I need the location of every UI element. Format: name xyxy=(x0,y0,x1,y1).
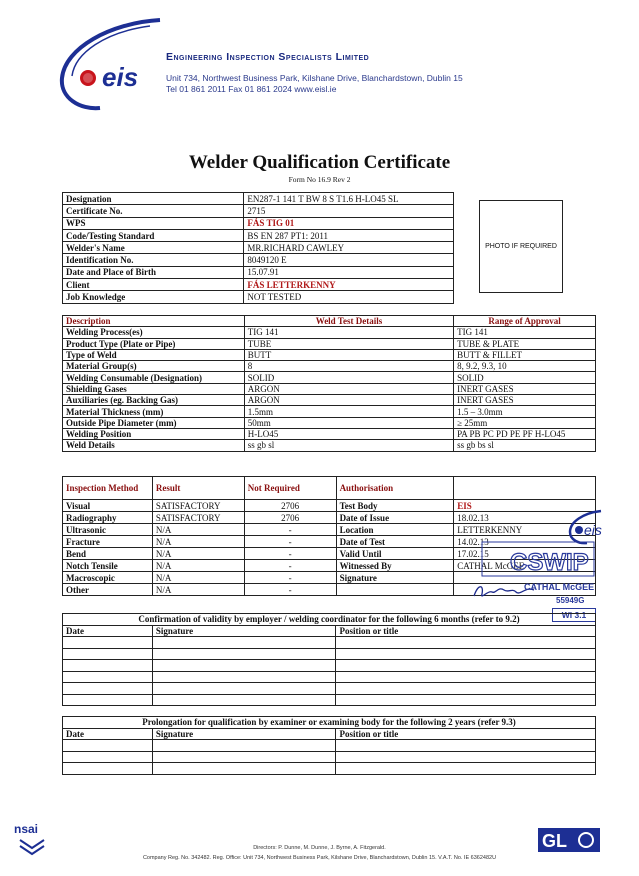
weld-test-value: BUTT xyxy=(244,349,453,360)
inspection-result: SATISFACTORY xyxy=(152,512,244,524)
weld-test-value: ARGON xyxy=(244,395,453,406)
authorisation-label: Valid Until xyxy=(336,548,454,560)
prolongation-signature-cell[interactable] xyxy=(152,763,336,775)
range-of-approval-value: INERT GASES xyxy=(454,383,596,394)
confirmation-col-position: Position or title xyxy=(336,625,596,637)
confirmation-date-cell[interactable] xyxy=(63,683,153,695)
range-of-approval-value: TIG 141 xyxy=(454,327,596,338)
weld-test-value: 50mm xyxy=(244,417,453,428)
description: Weld Details xyxy=(63,440,245,451)
range-of-approval-value: TUBE & PLATE xyxy=(454,338,596,349)
detail-row xyxy=(63,279,454,291)
range-of-approval-value: BUTT & FILLET xyxy=(454,349,596,360)
inspection-not-required: - xyxy=(244,536,336,548)
description: Outside Pipe Diameter (mm) xyxy=(63,417,245,428)
description: Auxiliaries (eg. Backing Gas) xyxy=(63,395,245,406)
confirmation-position-cell[interactable] xyxy=(336,694,596,706)
test-row xyxy=(63,349,596,360)
detail-label: WPS xyxy=(63,217,244,229)
range-of-approval-value: 8, 9.2, 9.3, 10 xyxy=(454,361,596,372)
confirmation-col-signature: Signature xyxy=(152,625,336,637)
detail-row xyxy=(63,266,454,278)
description: Product Type (Plate or Pipe) xyxy=(63,338,245,349)
description: Welding Position xyxy=(63,428,245,439)
range-of-approval-value: ss gb bs sl xyxy=(454,440,596,451)
weld-test-value: H-LO45 xyxy=(244,428,453,439)
authorisation-value: LETTERKENNY xyxy=(454,524,596,536)
authorisation-value: 18.02.13 xyxy=(454,512,596,524)
authorisation-label xyxy=(336,584,454,596)
authorisation-label: Witnessed By xyxy=(336,560,454,572)
inspection-method: Bend xyxy=(63,548,153,560)
inspection-not-required: 2706 xyxy=(244,512,336,524)
prolongation-position-cell[interactable] xyxy=(336,763,596,775)
range-of-approval-value: PA PB PC PD PE PF H-LO45 xyxy=(454,428,596,439)
authorisation-spacer xyxy=(454,477,596,500)
inspection-result: SATISFACTORY xyxy=(152,500,244,512)
inspection-row xyxy=(63,524,596,536)
detail-row xyxy=(63,229,454,241)
detail-label: Date and Place of Birth xyxy=(63,266,244,278)
authorisation-value: 17.02.15 xyxy=(454,548,596,560)
confirmation-blank-row xyxy=(63,660,596,672)
inspection-method: Radiography xyxy=(63,512,153,524)
detail-value: 2715 xyxy=(244,205,454,217)
confirmation-blank-row xyxy=(63,648,596,660)
confirmation-table xyxy=(62,613,596,706)
inspection-method: Visual xyxy=(63,500,153,512)
inspection-not-required: - xyxy=(244,572,336,584)
test-row xyxy=(63,361,596,372)
prolongation-signature-cell[interactable] xyxy=(152,740,336,752)
authorisation-label: Date of Test xyxy=(336,536,454,548)
prolongation-date-cell[interactable] xyxy=(63,751,153,763)
inspection-not-required: - xyxy=(244,548,336,560)
welder-details-table xyxy=(62,192,454,304)
photo-placeholder: PHOTO IF REQUIRED xyxy=(479,200,563,293)
confirmation-position-cell[interactable] xyxy=(336,660,596,672)
detail-value: MR.RICHARD CAWLEY xyxy=(244,242,454,254)
detail-value: NOT TESTED xyxy=(244,291,454,303)
inspection-result: N/A xyxy=(152,584,244,596)
confirmation-signature-cell[interactable] xyxy=(152,671,336,683)
detail-value: BS EN 287 PT1: 2011 xyxy=(244,229,454,241)
inspection-method: Other xyxy=(63,584,153,596)
confirmation-date-cell[interactable] xyxy=(63,694,153,706)
confirmation-date-cell[interactable] xyxy=(63,648,153,660)
svg-text:eis: eis xyxy=(584,522,602,538)
confirmation-date-cell[interactable] xyxy=(63,637,153,649)
detail-row xyxy=(63,217,454,229)
company-contact: Tel 01 861 2011 Fax 01 861 2024 www.eisl.ie xyxy=(166,84,337,94)
test-row xyxy=(63,417,596,428)
stamp-inspector-name: CATHAL McGEE xyxy=(524,582,595,592)
weld-test-value: 1.5mm xyxy=(244,406,453,417)
confirmation-caption: Confirmation of validity by employer / welding coordinator for the following 6 months (refer to 9.2) xyxy=(63,614,596,626)
range-of-approval-value: ≥ 25mm xyxy=(454,417,596,428)
col-header-result: Result xyxy=(152,477,244,500)
detail-row xyxy=(63,193,454,205)
cswip-text: CSWIP xyxy=(510,549,589,576)
glo-text: GL xyxy=(542,831,567,851)
inspection-result: N/A xyxy=(152,548,244,560)
test-row xyxy=(63,395,596,406)
test-row xyxy=(63,338,596,349)
detail-label: Job Knowledge xyxy=(63,291,244,303)
test-row xyxy=(63,428,596,439)
confirmation-col-date: Date xyxy=(63,625,153,637)
prolongation-blank-row xyxy=(63,751,596,763)
inspection-method: Macroscopic xyxy=(63,572,153,584)
authorisation-value: EIS xyxy=(454,500,596,512)
authorisation-value: 14.02.13 xyxy=(454,536,596,548)
detail-row xyxy=(63,205,454,217)
inspection-row xyxy=(63,500,596,512)
test-row xyxy=(63,327,596,338)
authorisation-label: Location xyxy=(336,524,454,536)
inspection-result: N/A xyxy=(152,572,244,584)
logo-text: eis xyxy=(102,62,139,92)
detail-row xyxy=(63,254,454,266)
detail-label: Designation xyxy=(63,193,244,205)
inspection-not-required: - xyxy=(244,560,336,572)
inspection-result: N/A xyxy=(152,536,244,548)
prolongation-col-position: Position or title xyxy=(336,728,596,740)
glo-logo xyxy=(538,828,600,856)
certificate-title: Welder Qualification Certificate xyxy=(188,152,451,173)
test-row xyxy=(63,383,596,394)
weld-test-table xyxy=(62,315,596,452)
confirmation-date-cell[interactable] xyxy=(63,660,153,672)
confirmation-position-cell[interactable] xyxy=(336,637,596,649)
cswip-stamp xyxy=(480,540,600,580)
col-header-authorisation: Authorisation xyxy=(336,477,454,500)
inspection-not-required: - xyxy=(244,584,336,596)
inspection-not-required: - xyxy=(244,524,336,536)
col-header-range-of-approval: Range of Approval xyxy=(454,316,596,327)
detail-row xyxy=(63,242,454,254)
weld-test-value: 8 xyxy=(244,361,453,372)
confirmation-blank-row xyxy=(63,671,596,683)
confirmation-position-cell[interactable] xyxy=(336,648,596,660)
col-header-inspection-method: Inspection Method xyxy=(63,477,153,500)
detail-label: Certificate No. xyxy=(63,205,244,217)
detail-value: 15.07.91 xyxy=(244,266,454,278)
detail-value: FÁS LETTERKENNY xyxy=(244,279,454,291)
detail-value: FÁS TIG 01 xyxy=(244,217,454,229)
authorisation-value: CATHAL McGEE xyxy=(454,560,596,572)
inspection-result: N/A xyxy=(152,524,244,536)
weld-test-value: ARGON xyxy=(244,383,453,394)
weld-test-value: SOLID xyxy=(244,372,453,383)
detail-label: Client xyxy=(63,279,244,291)
col-header-description: Description xyxy=(63,316,245,327)
confirmation-blank-row xyxy=(63,694,596,706)
eis-logo xyxy=(40,18,165,113)
prolongation-table xyxy=(62,716,596,775)
detail-label: Code/Testing Standard xyxy=(63,229,244,241)
authorisation-label: Signature xyxy=(336,572,454,584)
nsai-text: nsai xyxy=(14,822,39,836)
prolongation-blank-row xyxy=(63,763,596,775)
detail-value: 8049120 E xyxy=(244,254,454,266)
authorisation-label: Test Body xyxy=(336,500,454,512)
authorisation-label: Date of Issue xyxy=(336,512,454,524)
weld-test-value: TIG 141 xyxy=(244,327,453,338)
company-name: Engineering Inspection Specialists Limited xyxy=(166,51,370,63)
detail-label: Welder's Name xyxy=(63,242,244,254)
description: Type of Weld xyxy=(63,349,245,360)
weld-test-value: ss gb sl xyxy=(244,440,453,451)
footer-directors: Directors: P. Dunne, M. Dunne, J. Byrne, A. Fitzgerald. xyxy=(253,845,386,851)
inspection-method: Ultrasonic xyxy=(63,524,153,536)
prolongation-blank-row xyxy=(63,740,596,752)
prolongation-position-cell[interactable] xyxy=(336,751,596,763)
test-row xyxy=(63,406,596,417)
prolongation-caption: Prolongation for qualification by examiner or examining body for the following 2 years (refer 9.3) xyxy=(63,717,596,729)
test-row xyxy=(63,440,596,451)
confirmation-position-cell[interactable] xyxy=(336,683,596,695)
col-header-not-required: Not Required xyxy=(244,477,336,500)
col-header-weld-test-details: Weld Test Details xyxy=(244,316,453,327)
confirmation-position-cell[interactable] xyxy=(336,671,596,683)
description: Welding Consumable (Designation) xyxy=(63,372,245,383)
confirmation-date-cell[interactable] xyxy=(63,671,153,683)
detail-label: Identification No. xyxy=(63,254,244,266)
prolongation-signature-cell[interactable] xyxy=(152,751,336,763)
inspection-method: Fracture xyxy=(63,536,153,548)
confirmation-signature-cell[interactable] xyxy=(152,648,336,660)
range-of-approval-value: 1.5 – 3.0mm xyxy=(454,406,596,417)
stamp-number: 55949G xyxy=(556,596,585,605)
footer-registration: Company Reg. No. 342482. Reg. Office: Unit 734, Northwest Business Park, Kilshane Drive, Blanchardstown, Dublin 15. V.A.T. No. IE 6362482U xyxy=(142,855,497,861)
confirmation-blank-row xyxy=(63,637,596,649)
detail-value: EN287-1 141 T BW 8 S T1.6 H-LO45 SL xyxy=(244,193,454,205)
description: Material Group(s) xyxy=(63,361,245,372)
prolongation-date-cell[interactable] xyxy=(63,740,153,752)
prolongation-col-date: Date xyxy=(63,728,153,740)
prolongation-date-cell[interactable] xyxy=(63,763,153,775)
description: Material Thickness (mm) xyxy=(63,406,245,417)
description: Welding Process(es) xyxy=(63,327,245,338)
inspection-not-required: 2706 xyxy=(244,500,336,512)
inspection-row xyxy=(63,512,596,524)
test-row xyxy=(63,372,596,383)
confirmation-blank-row xyxy=(63,683,596,695)
confirmation-signature-cell[interactable] xyxy=(152,637,336,649)
prolongation-col-signature: Signature xyxy=(152,728,336,740)
prolongation-position-cell[interactable] xyxy=(336,740,596,752)
confirmation-signature-cell[interactable] xyxy=(152,694,336,706)
range-of-approval-value: SOLID xyxy=(454,372,596,383)
stamp-code: WI 3.1 xyxy=(552,608,596,622)
description: Shielding Gases xyxy=(63,383,245,394)
confirmation-signature-cell[interactable] xyxy=(152,683,336,695)
form-number: Form No 16.9 Rev 2 xyxy=(288,175,351,184)
company-address: Unit 734, Northwest Business Park, Kilshane Drive, Blanchardstown, Dublin 15 xyxy=(166,73,463,83)
detail-row xyxy=(63,291,454,303)
inspection-method: Notch Tensile xyxy=(63,560,153,572)
range-of-approval-value: INERT GASES xyxy=(454,395,596,406)
weld-test-value: TUBE xyxy=(244,338,453,349)
inspection-result: N/A xyxy=(152,560,244,572)
confirmation-signature-cell[interactable] xyxy=(152,660,336,672)
